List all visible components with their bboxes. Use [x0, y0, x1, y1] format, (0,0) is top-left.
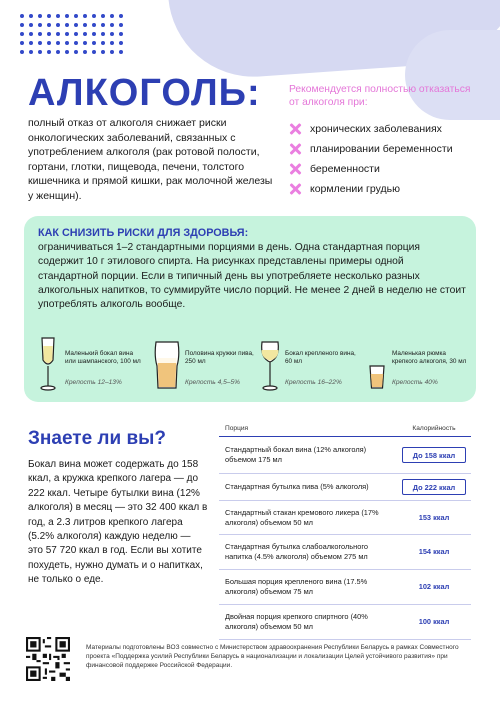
decorative-dot: [65, 41, 69, 45]
decorative-dot: [47, 23, 51, 27]
table-row: [219, 501, 471, 535]
decorative-dot: [29, 14, 33, 18]
qr-code-icon[interactable]: [26, 637, 70, 681]
decorative-dot: [38, 50, 42, 54]
table-row: [219, 570, 471, 605]
shot-glass-icon: [368, 336, 386, 392]
decorative-dot: [92, 23, 96, 27]
drink-fortified-wine: [259, 336, 359, 394]
decorative-dot: [119, 32, 123, 36]
wine-glass-icon: [36, 336, 60, 392]
decorative-dot: [56, 23, 60, 27]
footer-credits: Материалы подготовлены ВОЗ совместно с Министерством здравоохранения Республики Беларусь в рамках Совместного проекта «Поддержка усилий Республики Беларусь в национализации и локализации Целей устойчивого развития» при финансовой поддержке Российской Федерации.: [86, 644, 459, 669]
row-portion: Стандартная бутылка слабоалкогольного напитка (4.5% алкоголя) объемом 275 мл: [225, 542, 368, 561]
beer-glass-icon: [153, 336, 181, 392]
decorative-dot: [92, 41, 96, 45]
cross-icon: [289, 163, 301, 175]
decorative-dot: [20, 32, 24, 36]
decorative-dot: [56, 50, 60, 54]
drink-strength: Крепость 40%: [392, 379, 438, 386]
row-calories: 153 ккал: [402, 510, 466, 526]
recommend-item-label: планировании беременности: [310, 143, 453, 155]
decorative-dot: [110, 41, 114, 45]
row-calories: 100 ккал: [402, 614, 466, 630]
decorative-dot: [92, 50, 96, 54]
decorative-dot: [83, 32, 87, 36]
recommend-title: Рекомендуется полностью отказаться от алкоголя при:: [289, 84, 471, 108]
decorative-dot: [74, 32, 78, 36]
recommend-item-label: кормлении грудью: [310, 183, 400, 195]
decorative-dot: [38, 32, 42, 36]
decorative-dot: [101, 50, 105, 54]
row-portion: Стандартный стакан кремового ликера (17% алкоголя) объемом 50 мл: [225, 507, 379, 527]
decorative-dot: [119, 23, 123, 27]
decorative-dot: [56, 32, 60, 36]
header-calories: Калорийность: [412, 425, 456, 432]
decorative-dot: [101, 32, 105, 36]
decorative-dot: [65, 23, 69, 27]
decorative-dot: [20, 41, 24, 45]
decorative-dot: [38, 14, 42, 18]
decorative-dot-grid: [20, 14, 130, 58]
decorative-dot: [101, 23, 105, 27]
decorative-dot: [20, 50, 24, 54]
recommend-item: [289, 160, 453, 178]
did-you-know-title: Знаете ли вы?: [28, 428, 166, 449]
recommend-item: [289, 140, 453, 158]
risk-paragraph: ограничиваться 1–2 стандартными порциями в день. Одна стандартная порция содержит 10 г этилового спирта. На рисунках представлены примеры одной стандартной порции. Если в типичный день вы употребляете несколько разных алкогольных напитков, то суммируйте число порций. Не менее 2 дней в неделю не стоит употреблять алкоголь вообще.: [38, 242, 466, 311]
cross-icon: [289, 143, 301, 155]
recommend-item-label: беременности: [310, 163, 380, 175]
decorative-dot: [110, 23, 114, 27]
page-title: АЛКОГОЛЬ:: [28, 72, 261, 114]
decorative-dot: [110, 50, 114, 54]
decorative-dot: [20, 23, 24, 27]
row-portion: Стандартный бокал вина (12% алкоголя) объемом 175 мл: [225, 445, 367, 464]
decorative-dot: [83, 50, 87, 54]
row-portion: Стандартная бутылка пива (5% алкоголя): [225, 482, 369, 492]
decorative-dot: [119, 50, 123, 54]
decorative-dot: [101, 41, 105, 45]
header-portion: Порция: [225, 425, 249, 432]
recommend-item: [289, 120, 453, 138]
decorative-dot: [119, 14, 123, 18]
decorative-dot: [56, 14, 60, 18]
decorative-dot: [47, 50, 51, 54]
decorative-dot: [47, 32, 51, 36]
decorative-dot: [29, 32, 33, 36]
wine-glass-icon: [259, 336, 281, 392]
decorative-dot: [119, 41, 123, 45]
table-row: [219, 474, 471, 501]
calorie-table: [219, 421, 471, 640]
drink-strength: Крепость 16–22%: [285, 379, 342, 386]
decorative-dot: [29, 23, 33, 27]
decorative-dot: [110, 32, 114, 36]
decorative-dot: [92, 32, 96, 36]
row-calories: 154 ккал: [402, 544, 466, 560]
recommend-item-label: хронических заболеваниях: [310, 123, 442, 135]
decorative-dot: [47, 41, 51, 45]
decorative-dot: [74, 50, 78, 54]
risk-title: КАК СНИЗИТЬ РИСКИ ДЛЯ ЗДОРОВЬЯ:: [38, 227, 249, 239]
row-portion: Большая порция крепленого вина (17.5% алкоголя) объемом 75 мл: [225, 577, 368, 596]
table-row: [219, 437, 471, 474]
decorative-dot: [101, 14, 105, 18]
recommend-item: [289, 180, 453, 198]
row-portion: Двойная порция крепкого спиртного (40% алкоголя) объемом 50 мл: [225, 612, 368, 631]
decorative-dot: [47, 14, 51, 18]
decorative-dot: [65, 50, 69, 54]
row-calories: До 222 ккал: [402, 479, 466, 495]
decorative-dot: [38, 41, 42, 45]
row-calories: 102 ккал: [402, 579, 466, 595]
decorative-dot: [74, 23, 78, 27]
decorative-dot: [20, 14, 24, 18]
row-calories: До 158 ккал: [402, 447, 466, 463]
decorative-dot: [74, 14, 78, 18]
decorative-dot: [83, 14, 87, 18]
table-row: [219, 535, 471, 570]
decorative-dot: [83, 41, 87, 45]
did-you-know-paragraph: Бокал вина может содержать до 158 ккал, а кружка крепкого лагера — до 222 ккал. Четыре бутылки вина (12% алкоголя) в месяц — это 32 400 ккал в год, а 2.3 литров крепкого лагера (5.2% алкоголя) каждую неделю — это 57 720 ккал в год. Если вы хотите похудеть, нужно думать и о напитках, не только о еде.: [28, 459, 208, 586]
cross-icon: [289, 183, 301, 195]
decorative-dot: [29, 41, 33, 45]
drink-strength: Крепость 4,5–5%: [185, 379, 240, 386]
decorative-dot: [110, 14, 114, 18]
drink-spirit: [368, 336, 472, 394]
decorative-dot: [65, 32, 69, 36]
drink-wine: [36, 336, 146, 394]
recommend-list: [289, 120, 453, 200]
decorative-dot: [74, 41, 78, 45]
decorative-dot: [29, 50, 33, 54]
decorative-dot: [65, 14, 69, 18]
decorative-dot: [83, 23, 87, 27]
drink-label: Половина кружки пива, 250 мл: [185, 350, 254, 366]
decorative-dot: [56, 41, 60, 45]
drink-label: Бокал крепленого вина, 60 мл: [285, 350, 356, 366]
cross-icon: [289, 123, 301, 135]
drink-label: Маленькая рюмка крепкого алкоголя, 30 мл: [392, 350, 467, 366]
drink-label: Маленький бокал вина или шампанского, 100 мл: [65, 350, 141, 366]
drink-beer: [153, 336, 257, 394]
drink-strength: Крепость 12–13%: [65, 379, 122, 386]
table-header: [219, 421, 471, 437]
table-row: [219, 605, 471, 640]
intro-paragraph: полный отказ от алкоголя снижает риски онкологических заболеваний, связанных с употреблением алкоголя (рак ротовой полости, гортани, глотки, пищевода, печени, толстого кишечника и прямой кишки, рак молочной железы у женщин).: [28, 117, 273, 202]
decorative-dot: [92, 14, 96, 18]
decorative-dot: [38, 23, 42, 27]
